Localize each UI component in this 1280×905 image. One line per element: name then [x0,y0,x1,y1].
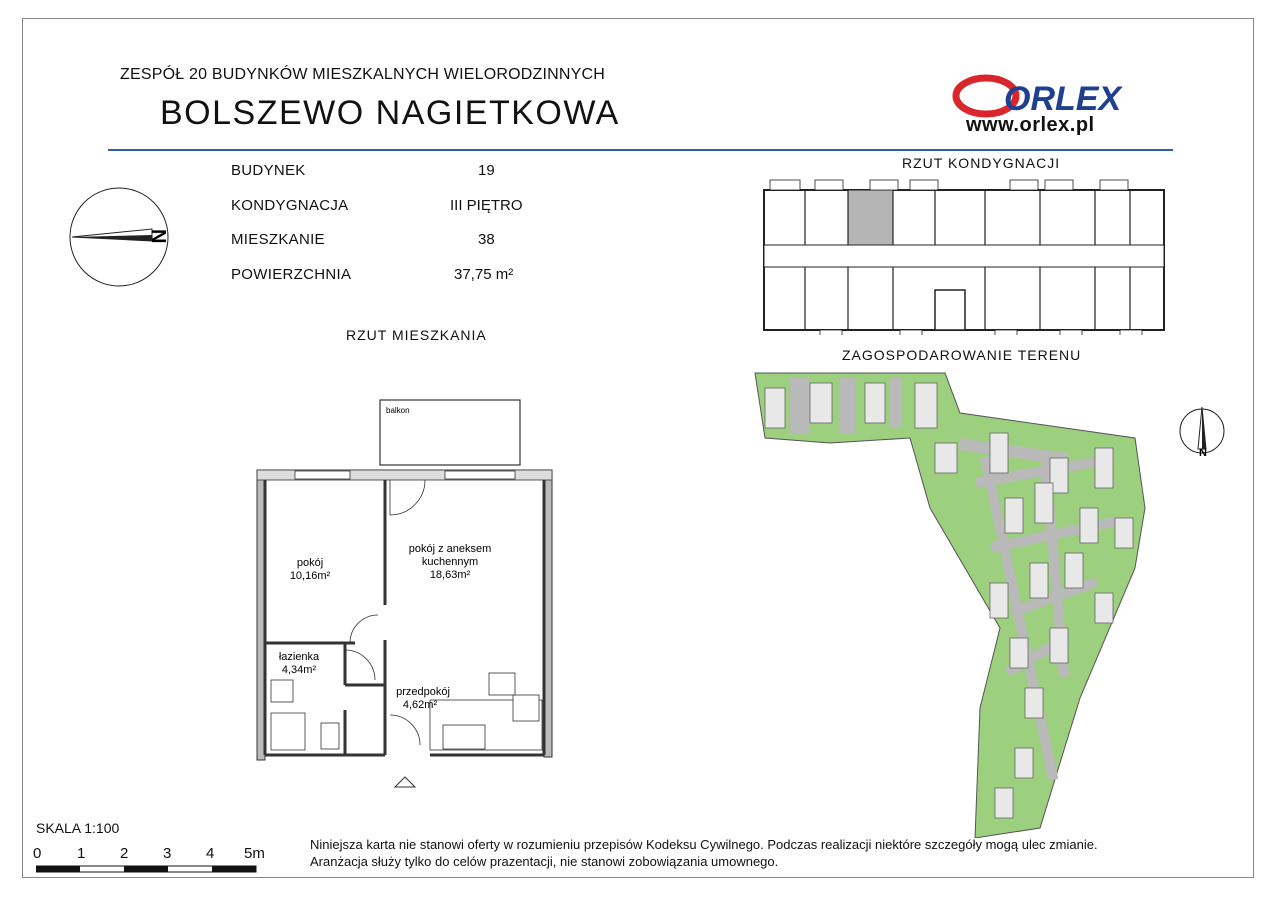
info-value-building: 19 [478,162,495,179]
site-plan-label: ZAGOSPODAROWANIE TERENU [842,347,1082,363]
room1-name: pokój [296,557,324,569]
scale-tick-3: 3 [163,845,172,862]
scale-tick-5: 5m [244,845,265,862]
hall-area: 4,62m² [402,699,438,711]
compass-icon [68,186,180,288]
logo-url[interactable]: www.orlex.pl [966,114,1095,136]
scale-bar [36,864,258,874]
info-label-apartment: MIESZKANIE [231,231,325,248]
site-compass-icon [1178,403,1228,459]
floor-plan-label: RZUT KONDYGNACJI [902,155,1061,171]
info-label-floor: KONDYGNACJA [231,197,349,214]
header-divider [108,149,1173,151]
scale-tick-1: 1 [77,845,86,862]
scale-tick-4: 4 [206,845,215,862]
apartment-plan [245,395,565,795]
disclaimer-line-2: Aranżacja służy tylko do celów prazentacji, nie stanowi zobowiązania umownego. [310,854,779,869]
room1-area: 10,16m² [289,570,331,582]
site-plan [750,368,1170,838]
room2-name: pokój z aneksem [408,543,492,555]
info-value-apartment: 38 [478,231,495,248]
project-subtitle: ZESPÓŁ 20 BUDYNKÓW MIESZKALNYCH WIELORODZINNYCH [120,66,606,83]
disclaimer [310,836,1098,870]
bath-area: 4,34m² [281,664,317,676]
logo-text: ORLEX [1004,80,1122,118]
room2-name-line2: kuchennym [421,556,479,568]
info-value-floor: III PIĘTRO [450,197,523,214]
project-title: BOLSZEWO NAGIETKOWA [160,94,620,132]
info-label-building: BUDYNEK [231,162,306,179]
scale-title: SKALA 1:100 [36,820,120,836]
info-label-area: POWIERZCHNIA [231,266,352,283]
svg-text:N: N [147,229,169,244]
svg-text:N: N [1199,447,1207,459]
bath-name: łazienka [278,651,320,663]
scale-tick-0: 0 [33,845,42,862]
building-floor-plan [760,175,1170,335]
balcony-label: balkon [386,406,410,415]
apartment-plan-label: RZUT MIESZKANIA [346,327,487,343]
scale-tick-2: 2 [120,845,129,862]
disclaimer-line-1: Niniejsza karta nie stanowi oferty w rozumieniu przepisów Kodeksu Cywilnego. Podczas realizacji niektóre szczegóły mogą ulec zmianie. [310,837,1098,852]
room2-area: 18,63m² [429,569,471,581]
hall-name: przedpokój [396,686,450,698]
info-value-area: 37,75 m² [454,266,514,283]
